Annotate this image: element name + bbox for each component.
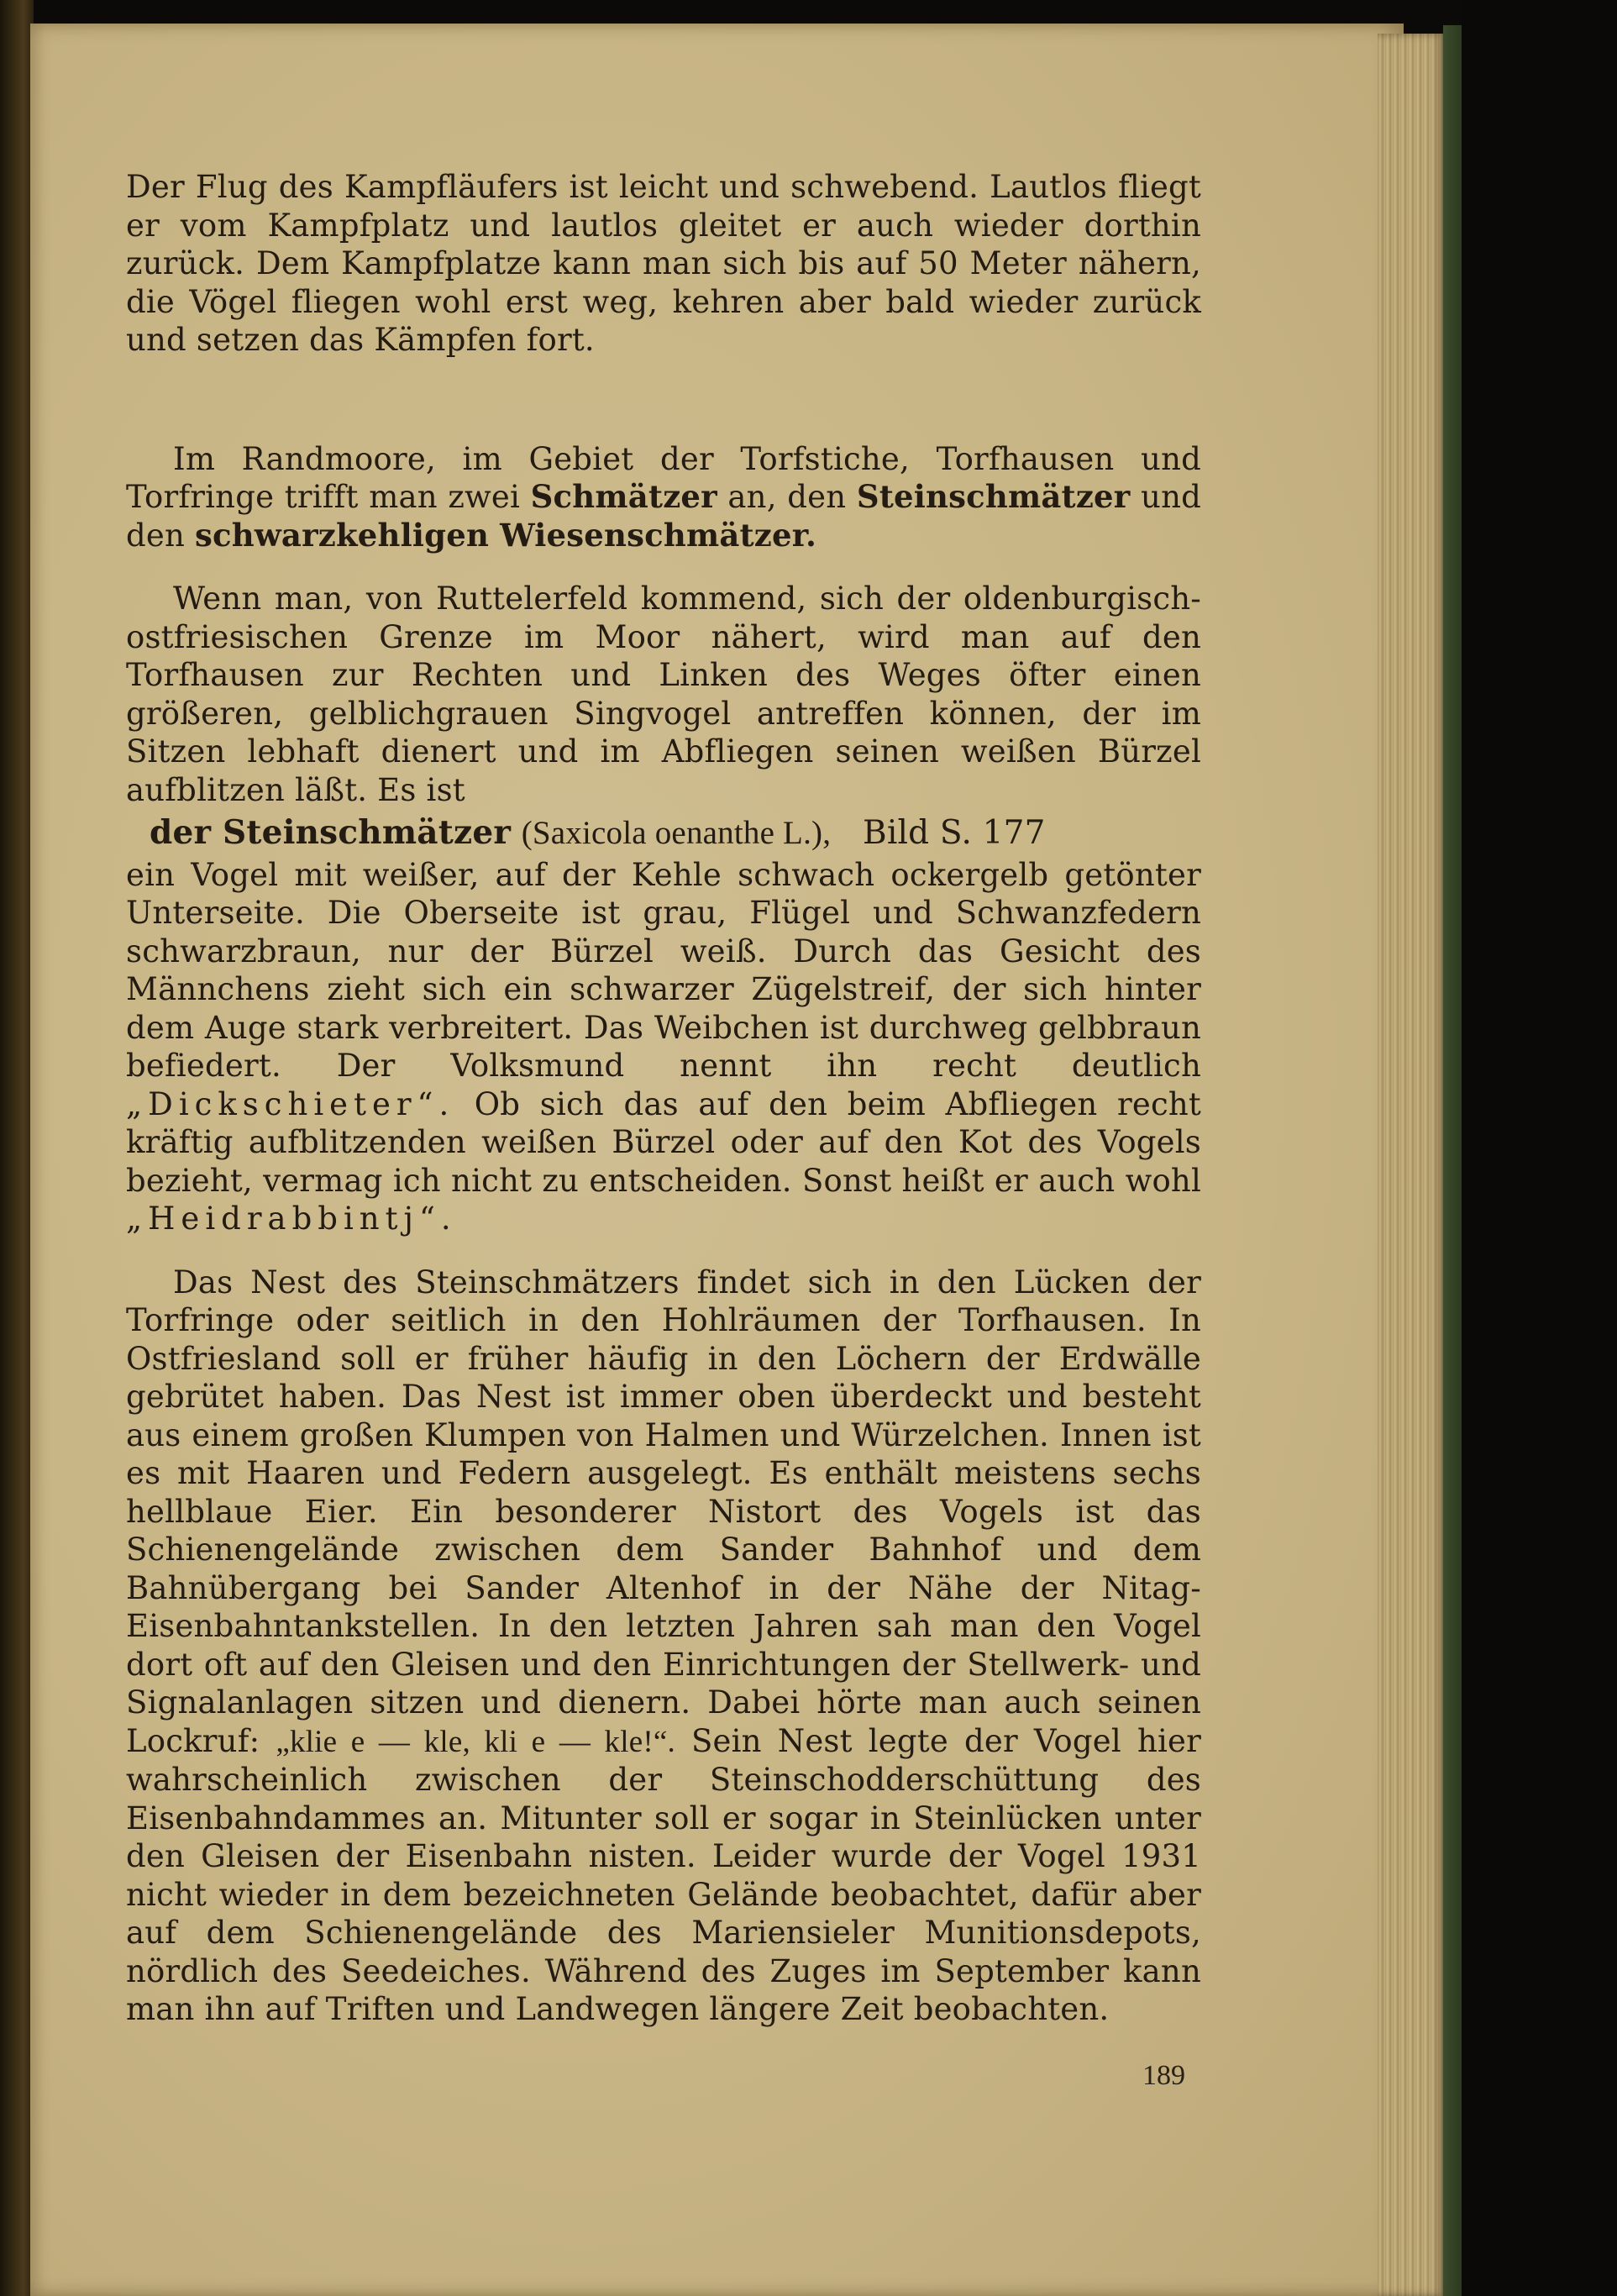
paragraph-nest [126, 1264, 1201, 2029]
folk-name-dickschieter: „Dickschieter“. [126, 1085, 455, 1122]
page-number: 189 [1142, 2060, 1185, 2091]
page-body [126, 168, 1201, 2029]
p4-text-c: Ob sich das auf den beim Abfliegen recht kräftig aufblitzenden weißen Bürzel oder auf den Kot des Vogels bezieht, vermag ich nicht zu entscheiden. Sonst heißt er auch wohl [126, 1085, 1201, 1199]
term-wiesenschmaetzer: schwarzkehligen Wiesenschmätzer. [194, 516, 817, 554]
term-schmaetzer: Schmätzer [530, 478, 717, 515]
paragraph-flight: Der Flug des Kampfläufers ist leicht und schwebend. Lautlos fliegt er vom Kampfplatz und lautlos gleitet er auch wieder dorthin zurück. Dem Kampfplatze kann man sich bis auf 50 Meter nähern, die Vögel fliegen wohl erst weg, kehren aber bald wieder zurück und setzen das Kämpfen fort. [126, 169, 1201, 358]
term-steinschmaetzer: Steinschmätzer [856, 478, 1131, 515]
paragraph-ruttelerfeld: Wenn man, von Ruttelerfeld kommend, sich der oldenburgisch-ostfriesischen Grenze im Moor nähert, wird man auf den Torfhausen zur Rechten und Linken des Weges öfter einen größeren, gelblichgrauen Singvogel antreffen können, der im Sitzen lebhaft dienert und im Abfliegen seinen weißen Bürzel aufblitzen läßt. Es ist [126, 581, 1201, 808]
figure-reference: Bild S. 177 [862, 814, 1046, 852]
lockruf-quote: „klie e — kle, kli e — kle!“. [276, 1724, 675, 1759]
p2-text-e: und den [126, 479, 1202, 554]
page-fore-edge [1378, 34, 1445, 2296]
p2-text-a: Im Randmoore, im Gebiet der Torfstiche, Torfhausen und Torfringe trifft man zwei [126, 440, 1201, 515]
paragraph-description [126, 856, 1201, 1238]
species-heading [150, 814, 1201, 853]
p4-text-a: ein Vogel mit weißer, auf der Kehle schwach ockergelb getönter Unterseite. Die Oberseite ist grau, Flügel und Schwanzfedern schwarzbraun, nur der Bürzel weiß. Durch das Gesicht des Männchens zieht sich ein schwarzer Zügelstreif, der sich hinter dem Auge stark verbreitert. Das Weibchen ist durchweg gelbbraun befiedert. Der Volksmund nennt ihn recht deutlich [126, 856, 1201, 1084]
p2-text-c: an, den [717, 479, 857, 515]
p5-text-a: Das Nest des Steinschmätzers findet sich in den Lücken der Torfringe oder seitlich in den Hohlräumen der Torfhausen. In Ostfriesland soll er früher häufig in den Löchern der Erdwälle gebrütet haben. Das Nest ist immer oben überdeckt und besteht aus einem großen Klumpen von Halmen und Würzelchen. Innen ist es mit Haaren und Federn ausgelegt. Es enthält meistens sechs hellblaue Eier. Ein besonderer Nistort des Vogels ist das Schienengelände zwischen dem Sander Bahnhof und dem Bahnübergang bei Sander Altenhof in der Nähe der Nitag-Eisenbahntankstellen. In den letzten Jahren sah man den Vogel dort oft auf den Gleisen und den Einrichtungen der Stellwerk- und Signalanlagen sitzen und dienern. Dabei hörte man auch seinen Lockruf: [126, 1264, 1201, 1759]
folk-name-heidrabbintj: „Heidrabbintj“. [126, 1201, 457, 1237]
book-cover-edge [1443, 25, 1462, 2296]
species-name: der Steinschmätzer [150, 813, 512, 852]
background-right [1462, 0, 1617, 2296]
paragraph-randmoore [126, 440, 1201, 555]
previous-page-edge [0, 0, 34, 2296]
latin-name: (Saxicola oenanthe L.), [521, 815, 832, 851]
p5-text-c: Sein Nest legte der Vogel hier wahrscheinlich zwischen der Steinschodderschüttung des Eisenbahndammes an. Mitunter soll er sogar in Steinlücken unter den Gleisen der Eisenbahn nisten. Leider wurde der Vogel 1931 nicht wieder in dem bezeichneten Gelände beobachtet, dafür aber auf dem Schienengelände des Mariensieler Munitionsdepots, nördlich des Seedeiches. Während des Zuges im September kann man ihn auf Triften und Landwegen längere Zeit beobachten. [126, 1722, 1201, 2027]
